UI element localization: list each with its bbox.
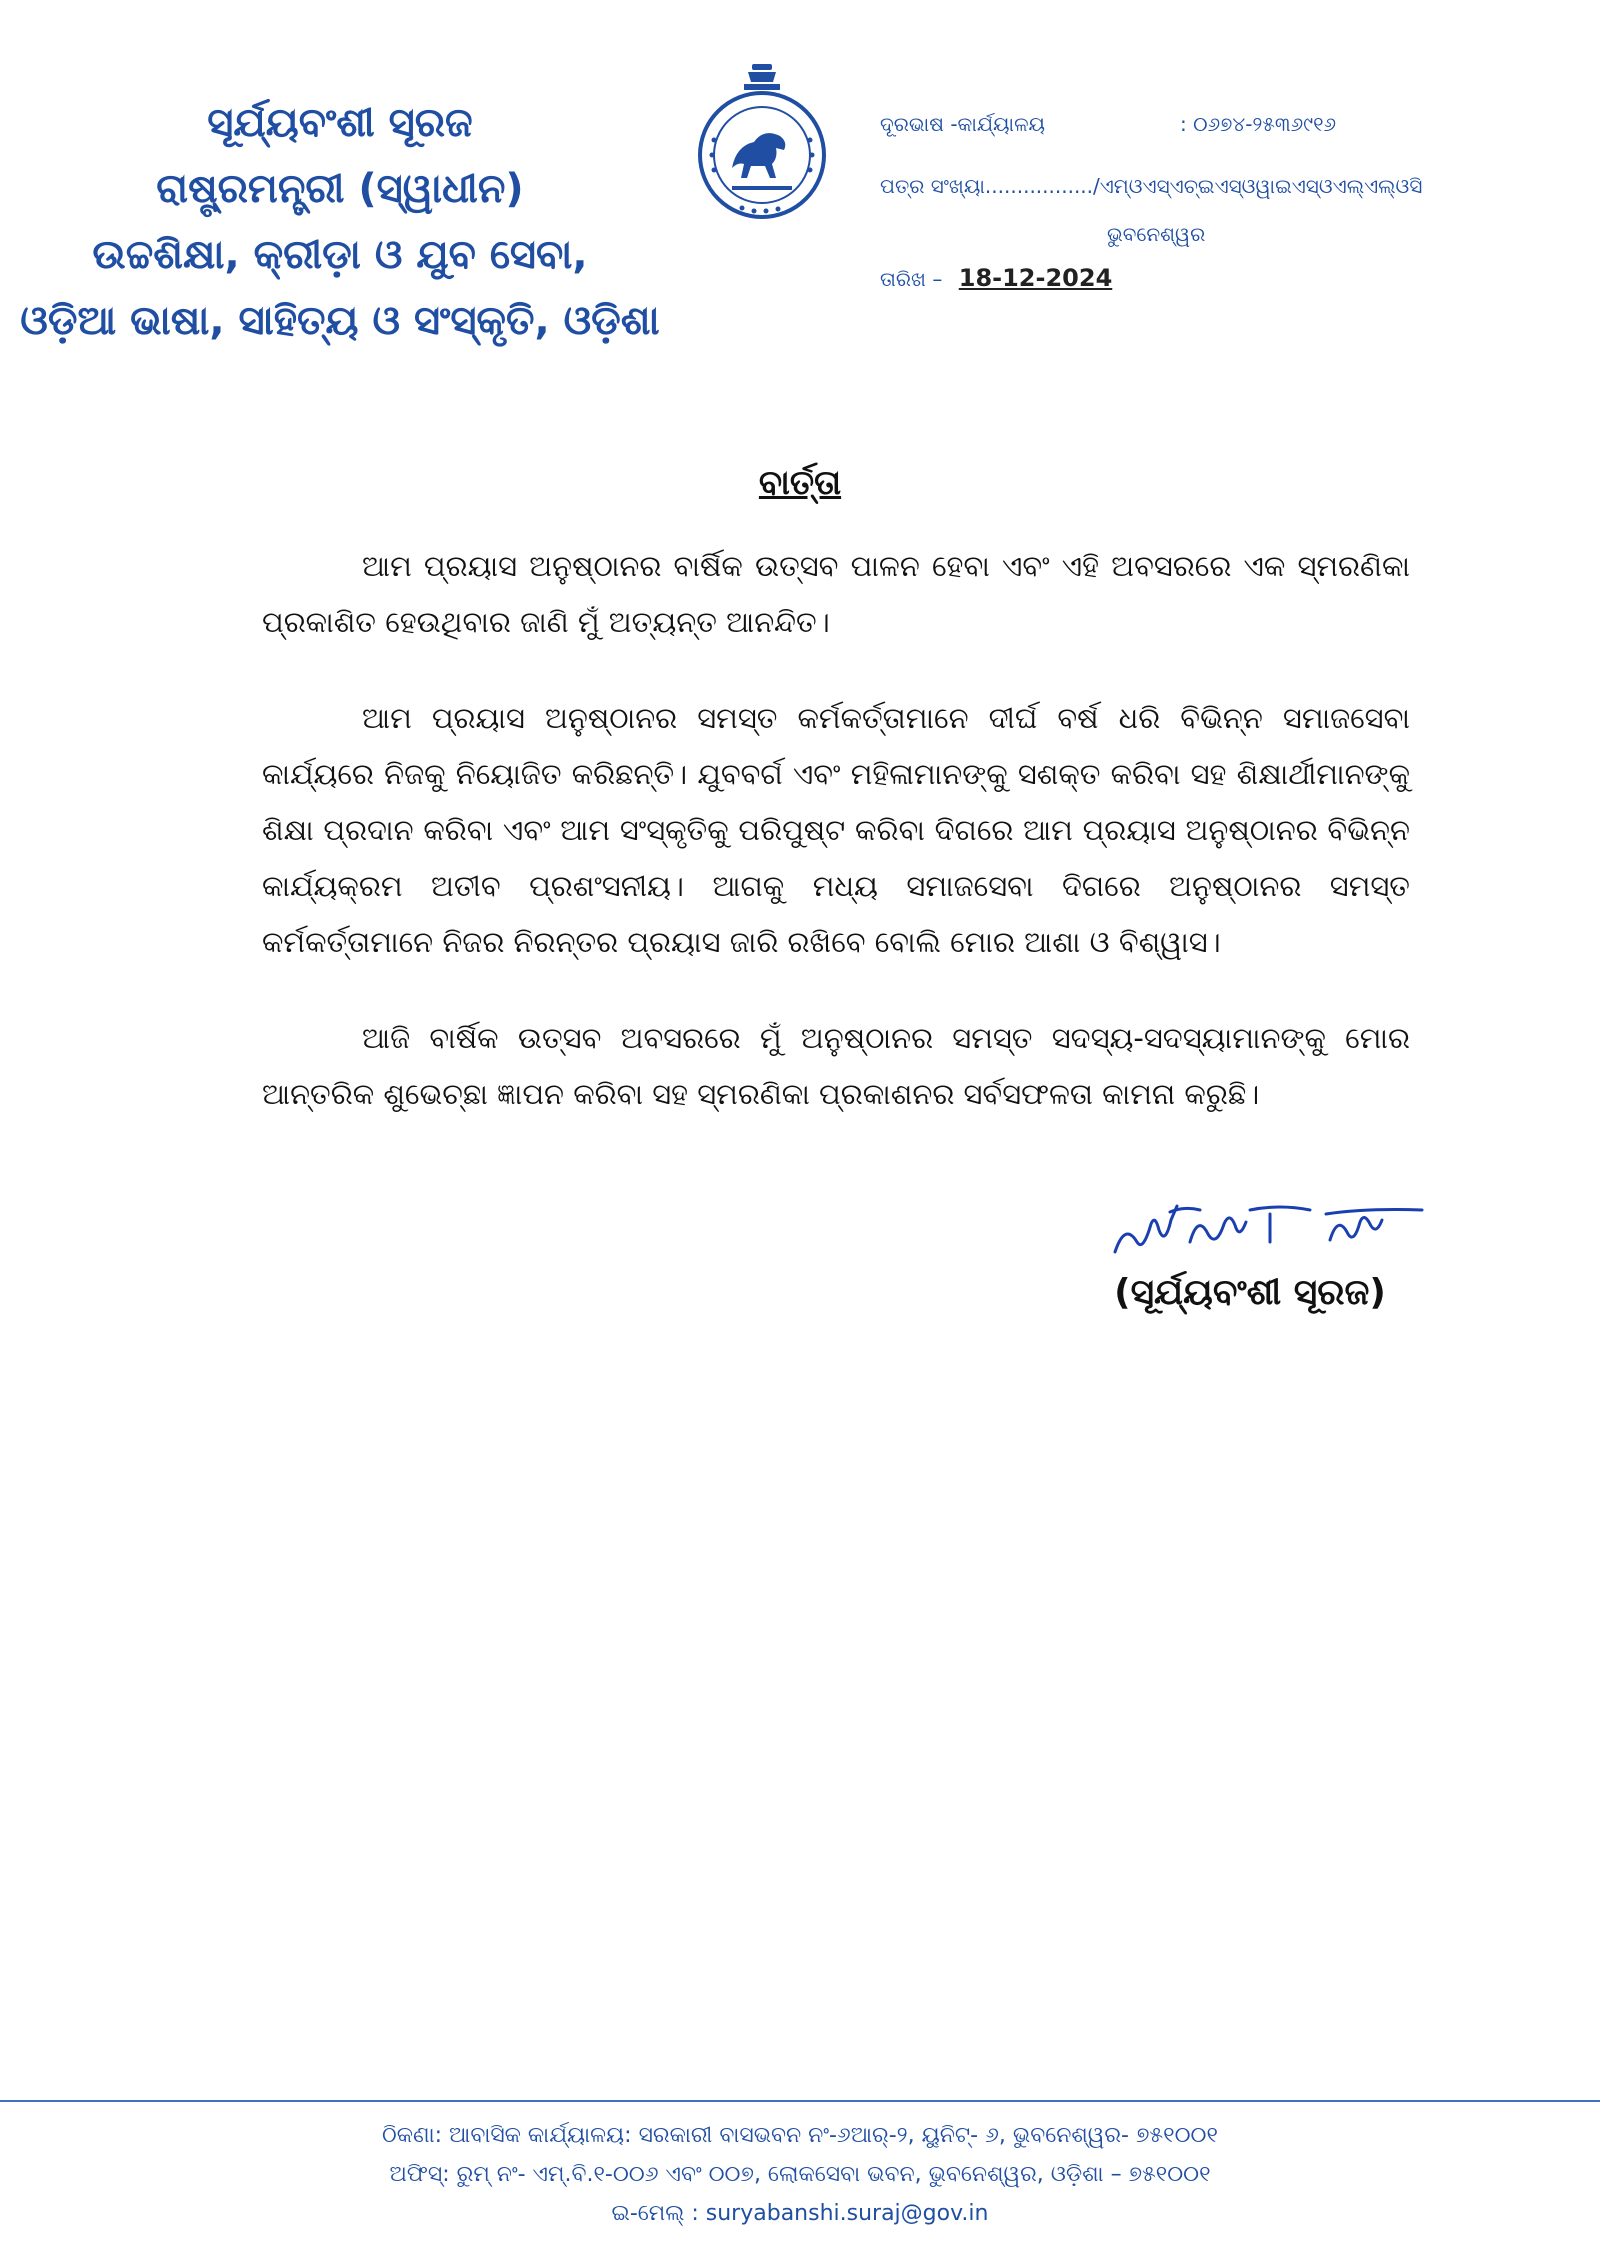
reference-number: ପତ୍ର ସଂଖ୍ୟା................./ଏମ୍ଓଏସ୍ଏଚ୍ଇଏସ୍ଓୱାଇଏସ୍ଓଏଲ୍ଏଲ୍ଓସି — [880, 174, 1423, 198]
footer-residential-address: ଠିକଣା: ଆବାସିକ କାର୍ଯ୍ୟାଳୟ: ସରକାରୀ ବାସଭବନ ନଂ-୬ଆର୍-୨, ୟୁନିଟ୍- ୬, ଭୁବନେଶ୍ୱର- ୭୫୧୦୦୧ — [382, 2123, 1218, 2148]
paragraph-3: ଆଜି ବାର୍ଷିକ ଉତ୍ସବ ଅବସରରେ ମୁଁ ଅନୁଷ୍ଠାନର ସମସ୍ତ ସଦସ୍ୟ-ସଦସ୍ୟାମାନଙ୍କୁ ମୋର ଆନ୍ତରିକ ଶୁଭେଚ୍ଛା ଜ୍ଞାପନ କରିବା ସହ ସ୍ମରଣିକା ପ୍ରକାଶନର ସର୍ବସଫଳତା କାମନା କରୁଛି। — [262, 1021, 1410, 1111]
portfolio-line-2: ଓଡ଼ିଆ ଭାଷା, ସାହିତ୍ୟ ଓ ସଂସ୍କୃତି, ଓଡ଼ିଶା — [20, 298, 660, 344]
letterhead-title-block — [20, 90, 660, 354]
phone-value: : ୦୬୭୪-୨୫୩୬୯୧୬ — [1180, 112, 1337, 136]
phone-label: ଦୂରଭାଷ -କାର୍ଯ୍ୟାଳୟ — [880, 112, 1046, 136]
minister-name: ସୂର୍ଯ୍ୟବଂଶୀ ସୂରଜ — [207, 100, 473, 146]
handwritten-signature-icon — [1100, 1192, 1430, 1272]
document-title-text: ବାର୍ତ୍ତା — [758, 463, 842, 503]
odisha-government-seal-icon — [682, 60, 842, 230]
message-body — [262, 538, 1410, 1162]
signer-name: (ସୂର୍ଯ୍ୟବଂଶୀ ସୂରଜ) — [1114, 1272, 1386, 1313]
footer-office-address: ଅଫିସ୍: ରୁମ୍ ନଂ- ଏମ୍.ବି.୧-୦୦୬ ଏବଂ ୦୦୭, ଲୋକସେବା ଭବନ, ଭୁବନେଶ୍ୱର, ଓଡ଼ିଶା – ୭୫୧୦୦୧ — [389, 2162, 1211, 2187]
portfolio-line-1: ଉଚ୍ଚଶିକ୍ଷା, କ୍ରୀଡ଼ା ଓ ଯୁବ ସେବା, — [92, 232, 588, 278]
minister-designation: ରାଷ୍ଟ୍ରମନ୍ତ୍ରୀ (ସ୍ୱାଧୀନ) — [156, 166, 524, 212]
date-label: ତାରିଖ – — [880, 267, 943, 291]
city: ଭୁବନେଶ୍ୱର — [1107, 222, 1206, 246]
date-row — [880, 264, 1112, 292]
date-value: 18-12-2024 — [958, 264, 1113, 292]
document-title — [0, 463, 1600, 503]
footer-divider — [0, 2100, 1600, 2102]
footer-email: ଇ-ମେଲ୍ : suryabanshi.suraj@gov.in — [611, 2201, 989, 2226]
footer — [0, 2116, 1600, 2233]
paragraph-2: ଆମ ପ୍ରୟାସ ଅନୁଷ୍ଠାନର ସମସ୍ତ କର୍ମକର୍ତ୍ତାମାନେ ଦୀର୍ଘ ବର୍ଷ ଧରି ବିଭିନ୍ନ ସମାଜସେବା କାର୍ଯ୍ୟରେ ନିଜକୁ ନିୟୋଜିତ କରିଛନ୍ତି। ଯୁବବର୍ଗ ଏବଂ ମହିଳାମାନଙ୍କୁ ସଶକ୍ତ କରିବା ସହ ଶିକ୍ଷାର୍ଥୀମାନଙ୍କୁ ଶିକ୍ଷା ପ୍ରଦାନ କରିବା ଏବଂ ଆମ ସଂସ୍କୃତିକୁ ପରିପୁଷ୍ଟ କରିବା ଦିଗରେ ଆମ ପ୍ରୟାସ ଅନୁଷ୍ଠାନର ବିଭିନ୍ନ କାର୍ଯ୍ୟକ୍ରମ ଅତୀବ ପ୍ରଶଂସନୀୟ। ଆଗକୁ ମଧ୍ୟ ସମାଜସେବା ଦିଗରେ ଅନୁଷ୍ଠାନର ସମସ୍ତ କର୍ମକର୍ତ୍ତାମାନେ ନିଜର ନିରନ୍ତର ପ୍ରୟାସ ଜାରି ରଖିବେ ବୋଲି ମୋର ଆଶା ଓ ବିଶ୍ୱାସ। — [262, 701, 1410, 959]
paragraph-1: ଆମ ପ୍ରୟାସ ଅନୁଷ୍ଠାନର ବାର୍ଷିକ ଉତ୍ସବ ପାଳନ ହେବା ଏବଂ ଏହି ଅବସରରେ ଏକ ସ୍ମରଣିକା ପ୍ରକାଶିତ ହେଉଥିବାର ଜାଣି ମୁଁ ଅତ୍ୟନ୍ତ ଆନନ୍ଦିତ। — [262, 549, 1410, 639]
